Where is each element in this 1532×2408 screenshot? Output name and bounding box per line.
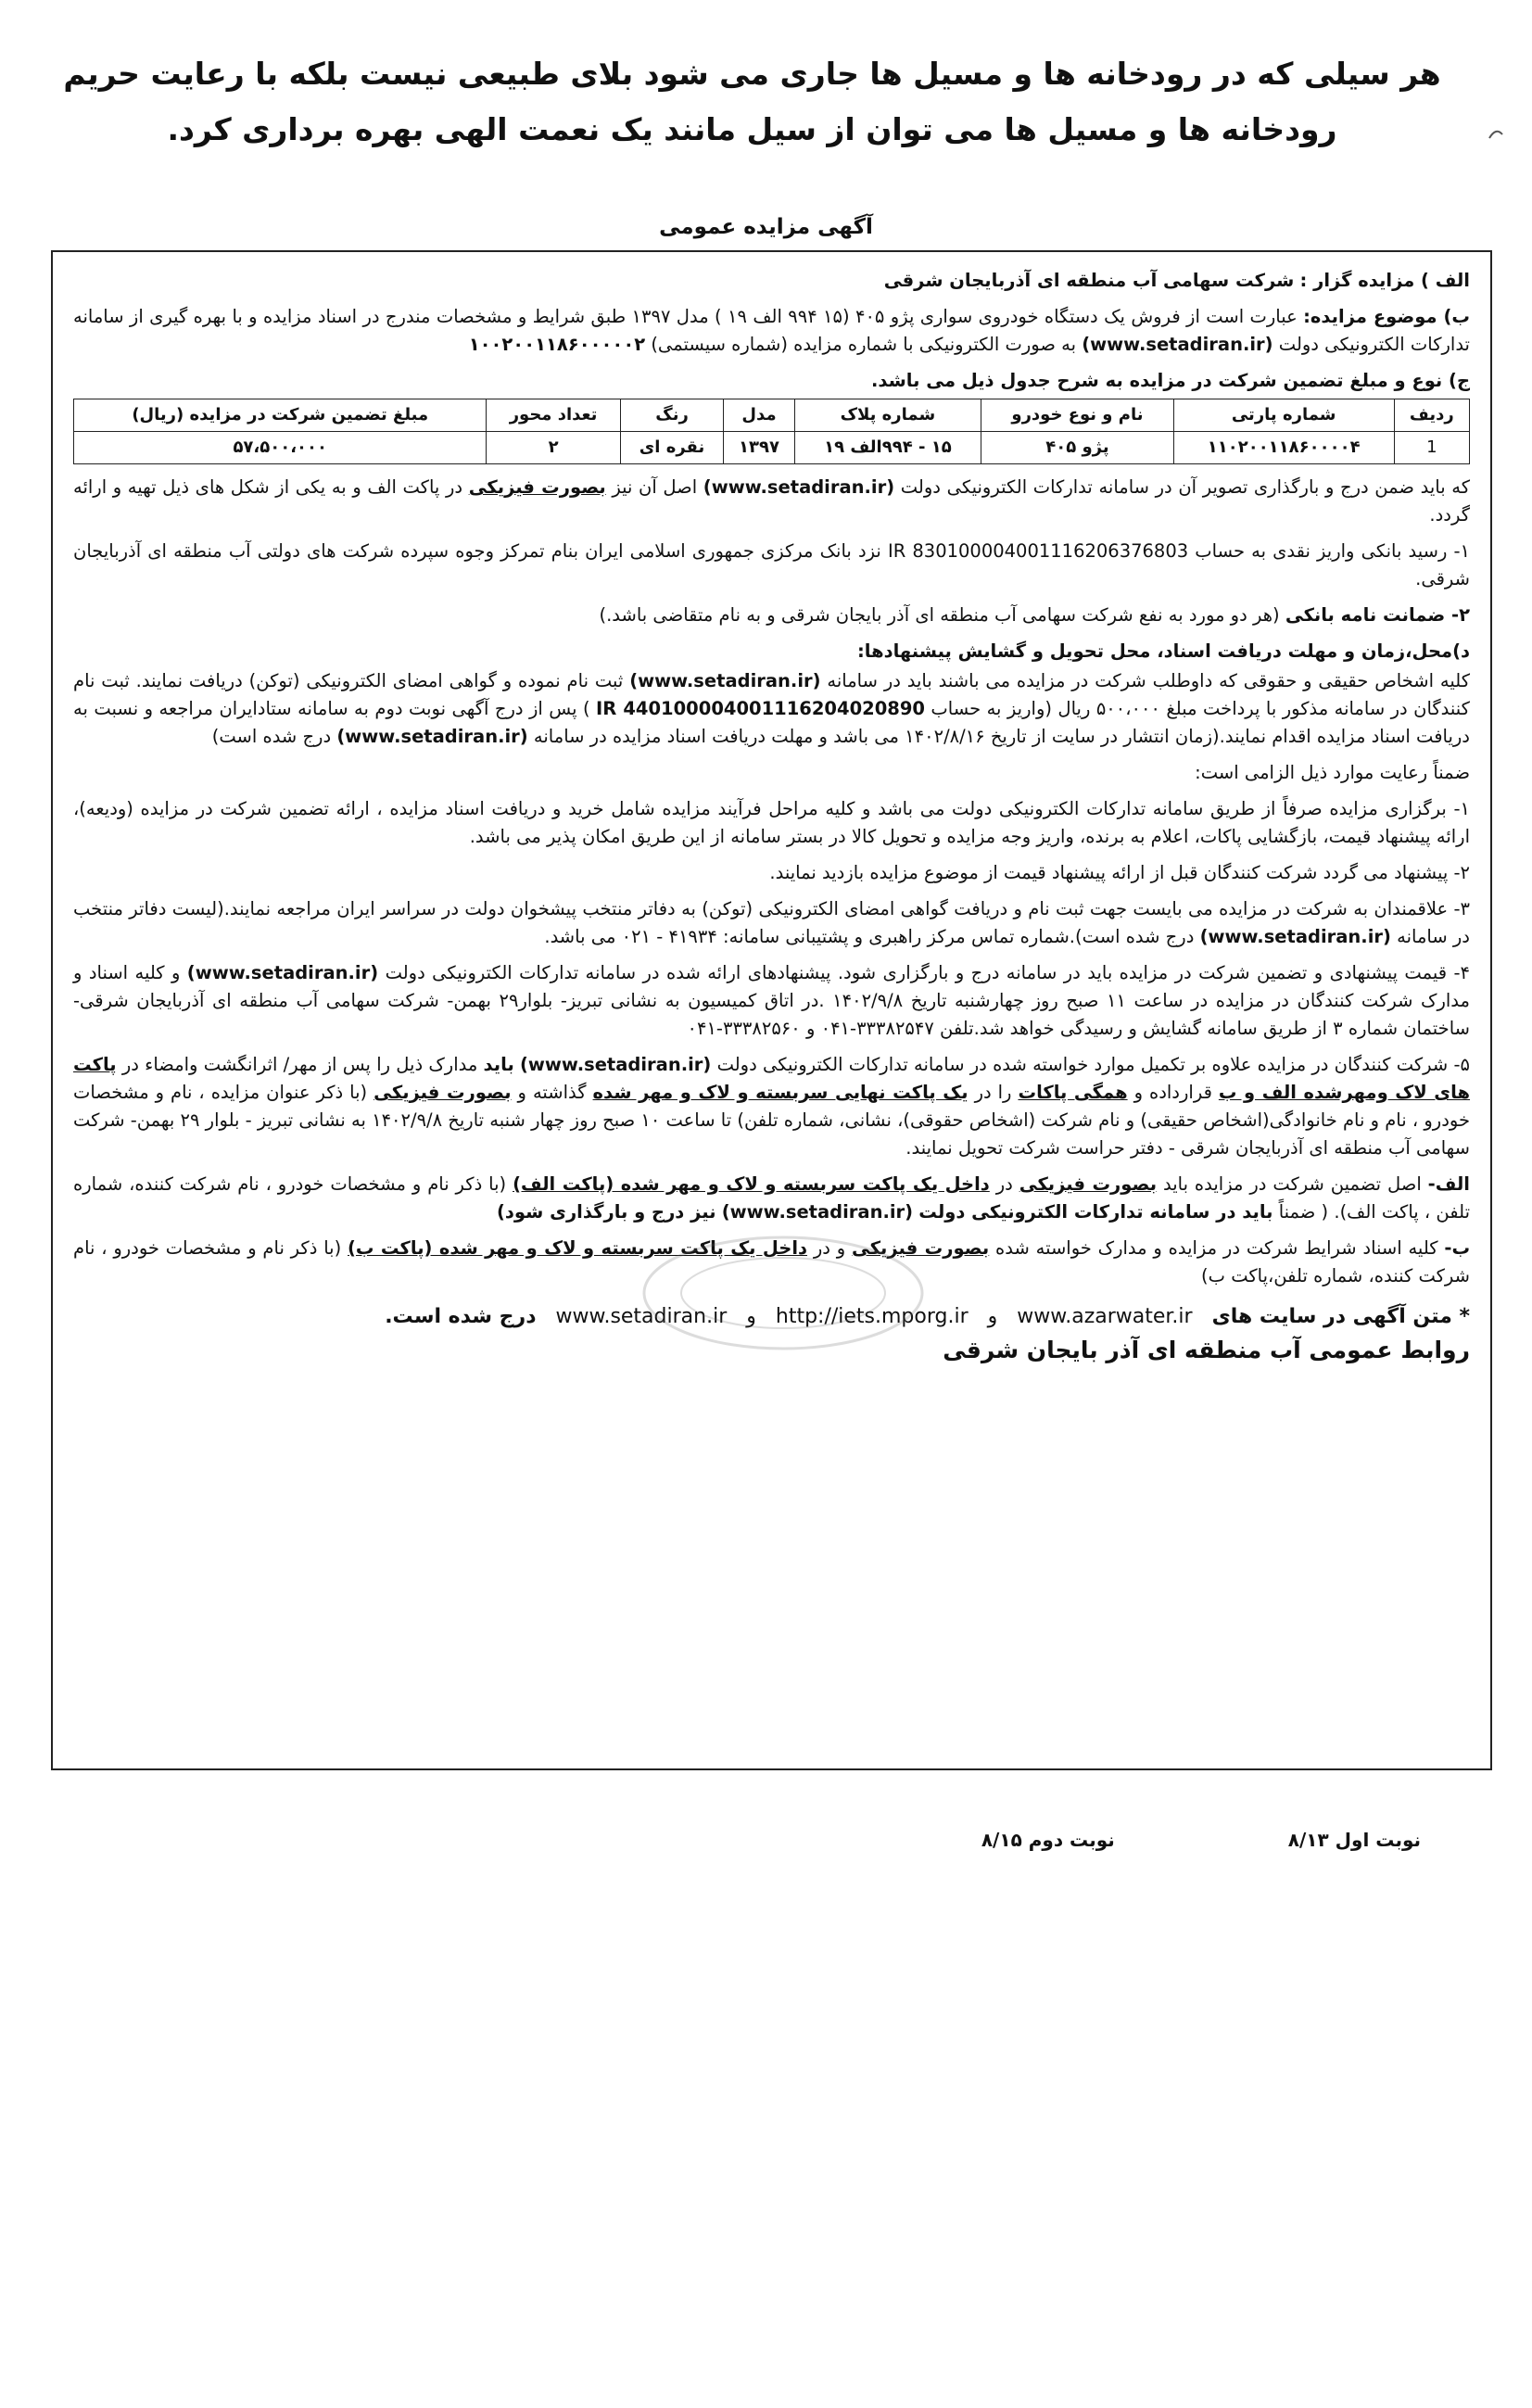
setadiran-link[interactable]: (www.setadiran.ir) bbox=[1082, 334, 1273, 355]
water-slogan bbox=[56, 46, 1449, 158]
envelope-alef-label: الف- bbox=[1427, 1173, 1470, 1195]
envelope-alef-text-2: در bbox=[995, 1173, 1013, 1195]
envelope-alef-text-3: (با ذکر نام و مشخصات خودرو ، نام شرکت کننده، شماره تلفن ، پاکت الف). ( ضمناً bbox=[73, 1173, 1470, 1223]
setadiran-link[interactable]: (www.setadiran.ir) bbox=[629, 670, 821, 691]
setadiran-link[interactable]: (www.setadiran.ir) bbox=[186, 962, 379, 983]
col-guarantee: مبلغ تضمین شرکت در مزایده (ریال) bbox=[74, 399, 487, 432]
note-5-text-5: گذاشته و bbox=[517, 1082, 587, 1103]
col-plate: شماره پلاک bbox=[794, 399, 981, 432]
setadiran-link[interactable]: (www.setadiran.ir) bbox=[703, 476, 895, 498]
setadiran-link[interactable]: www.setadiran.ir bbox=[555, 1305, 728, 1328]
note-5-text-4: را در bbox=[974, 1082, 1012, 1103]
section-d-text-4: درج شده است) bbox=[211, 726, 332, 747]
col-row: ردیف bbox=[1394, 399, 1469, 432]
cell-axles: ۲ bbox=[487, 432, 620, 464]
note-5-text: ۵- شرکت کنندگان در مزایده علاوه بر تکمیل موارد خواسته شده در سامانه تدارکات الکترونیکی دولت bbox=[716, 1054, 1470, 1075]
note-5-text-6: (با ذکر عنوان مزایده ، نام و مشخصات خودرو ، نام و نام خانوادگی(اشخاص حقیقی) و نام شرکت (اشخاص حقوقی)، نشانی، شماره تلفن) تا ساعت ۱۰ صبح روز چهار شنبه تاریخ ۱۴۰۲/۹/۸ به نشانی تبریز - بلوار ۲۹ بهمن- شرکت سهامی آب منطقه ای آذربایجان شرقی - دفتر حراست شرکت تحویل نمایند. bbox=[73, 1082, 1471, 1159]
and-word: و bbox=[746, 1305, 756, 1328]
col-vehicle: نام و نوع خودرو bbox=[981, 399, 1174, 432]
col-party-number: شماره پارتی bbox=[1173, 399, 1394, 432]
second-turn: نوبت دوم ۸/۱۵ bbox=[981, 1829, 1115, 1851]
note-5-envelopes: پاکت های لاک ومهرشده الف و ب bbox=[73, 1054, 1471, 1103]
table-note bbox=[73, 474, 1470, 529]
note-3-text-2: درج شده است).شماره تماس مرکز راهبری و پشتیبانی سامانه: ۴۱۹۳۴ - ۰۲۱ می باشد. bbox=[544, 926, 1195, 947]
section-d-text-2: ثبت نام نموده و گواهی امضای الکترونیکی (توکن) دریافت نمایند. ثبت نام کنندگان در سامانه مذکور با پرداخت مبلغ ۵۰۰،۰۰۰ ریال (واریز به حساب bbox=[73, 670, 1470, 719]
slogan-line-1: هر سیلی که در رودخانه ها و مسیل ها جاری می شود بلای طبیعی نیست بلکه با رعایت حریم bbox=[63, 56, 1441, 92]
note-4-text: ۴- قیمت پیشنهادی و تضمین شرکت در مزایده باید در سامانه درج و بارگزاری شود. پیشنهادهای ارائه شده در سامانه تدارکات الکترونیکی دولت bbox=[385, 962, 1470, 983]
envelope-alef-text-4: نیز درج و بارگذاری شود) bbox=[496, 1201, 716, 1223]
envelope-alef-physical: بصورت فیزیکی bbox=[1019, 1173, 1158, 1195]
and-word: و bbox=[987, 1305, 998, 1328]
publication-turns bbox=[278, 1829, 1421, 1851]
section-a-label: الف ) مزایده گزار : bbox=[1299, 270, 1470, 291]
envelope-be-text: کلیه اسناد شرایط شرکت در مزایده و مدارک خواسته شده bbox=[995, 1237, 1438, 1259]
cell-plate: ۱۵ - ۹۹۴الف ۱۹ bbox=[794, 432, 981, 464]
note-5-final-envelope: یک پاکت نهایی سربسته و لاک و مهر شده bbox=[592, 1082, 969, 1103]
corner-mark bbox=[1488, 125, 1504, 142]
table-note-text-2: اصل آن نیز bbox=[612, 476, 698, 498]
envelope-be bbox=[73, 1235, 1470, 1290]
note-5-all-envelopes: همگی پاکات bbox=[1018, 1082, 1128, 1103]
table-note-text-3: در پاکت الف و به یکی از شکل های ذیل تهیه و ارائه گردد. bbox=[73, 476, 1470, 526]
cell-vehicle: پژو ۴۰۵ bbox=[981, 432, 1174, 464]
section-d-text-3: ) پس از درج آگهی نوبت دوم به سامانه ستادایران مراجعه و نسبت به دریافت اسناد مزایده اقدام نمایند.(زمان انتشار در سایت از تاریخ ۱۴۰۲/۸/۱۶ می باشد و مهلت دریافت اسناد مزایده در سامانه bbox=[73, 698, 1470, 747]
azarwater-link[interactable]: www.azarwater.ir bbox=[1017, 1305, 1193, 1328]
envelope-alef-sealed: داخل یک پاکت سربسته و لاک و مهر شده (پاکت الف) bbox=[513, 1173, 990, 1195]
setadiran-link[interactable]: (www.setadiran.ir) bbox=[336, 726, 528, 747]
section-d-text: کلیه اشخاص حقیقی و حقوقی که داوطلب شرکت در مزایده می باشند باید در سامانه bbox=[827, 670, 1470, 691]
note-5 bbox=[73, 1051, 1470, 1162]
note-5-physical: بصورت فیزیکی bbox=[374, 1082, 512, 1103]
option-1-text: ۱- رسید بانکی واریز نقدی به حساب bbox=[1195, 540, 1471, 562]
cell-model: ۱۳۹۷ bbox=[724, 432, 794, 464]
setadiran-link[interactable]: (www.setadiran.ir) bbox=[519, 1054, 712, 1075]
iets-link[interactable]: http://iets.mporg.ir bbox=[775, 1305, 969, 1328]
first-turn: نوبت اول ۸/۱۳ bbox=[1287, 1829, 1421, 1851]
note-4-text-2: و کلیه اسناد و مدارک شرکت کنندگان در مزایده در ساعت ۱۱ صبح روز چهارشنبه تاریخ ۱۴۰۲/۹/۸ .در اتاق کمیسیون به نشانی تبریز- بلوار۲۹ بهمن- شرکت سهامی آب منطقه ای آذربایجان شرقی- ساختمان شماره ۳ از طریق سامانه گشایش و رسیدگی خواهد شد.تلفن ۳۳۳۸۲۵۴۷-۰۴۱ و ۳۳۳۸۲۵۶۰-۰۴۱ bbox=[73, 962, 1470, 1039]
col-color: رنگ bbox=[620, 399, 724, 432]
section-b-text-2: به صورت الکترونیکی با شماره مزایده (شماره سیستمی) bbox=[651, 334, 1077, 355]
table-row bbox=[74, 432, 1470, 464]
slogan-line-2: رودخانه ها و مسیل ها می توان از سیل مانند یک نعمت الهی بهره برداری کرد. bbox=[167, 111, 1337, 147]
account-number-1: IR 830100004001116206376803 bbox=[887, 540, 1189, 562]
section-d-paragraph bbox=[73, 667, 1470, 751]
section-b-label: ب) موضوع مزایده: bbox=[1303, 306, 1471, 327]
note-3 bbox=[73, 895, 1470, 951]
envelope-alef bbox=[73, 1171, 1470, 1226]
envelope-be-text-3: (با ذکر نام و مشخصات خودرو ، نام شرکت کننده، شماره تلفن،پاکت ب) bbox=[73, 1237, 1470, 1286]
guarantee-table bbox=[73, 399, 1470, 464]
notes-intro: ضمناً رعایت موارد ذیل الزامی است: bbox=[1195, 762, 1470, 783]
section-b bbox=[73, 303, 1470, 359]
option-2-label: ۲- ضمانت نامه بانکی bbox=[1285, 604, 1470, 626]
public-relations-signature: روابط عمومی آب منطقه ای آذر بایجان شرقی bbox=[943, 1337, 1470, 1363]
envelope-be-text-2: و در bbox=[813, 1237, 846, 1259]
cell-guarantee: ۵۷،۵۰۰،۰۰۰ bbox=[74, 432, 487, 464]
envelope-be-physical: بصورت فیزیکی bbox=[851, 1237, 990, 1259]
note-3-text: ۳- علاقمندان به شرکت در مزایده می بایست جهت ثبت نام و دریافت گواهی امضای الکترونیکی (توکن) به دفاتر منتخب پیشخوان دولت در سراسر ایران مراجعه نمایند.(لیست دفاتر منتخب در سامانه bbox=[73, 898, 1470, 947]
account-number-2: IR 440100004001116204020890 bbox=[596, 698, 925, 719]
guarantee-option-1 bbox=[73, 538, 1470, 593]
cell-party-number: ۱۱۰۲۰۰۱۱۸۶۰۰۰۰۴ bbox=[1173, 432, 1394, 464]
publication-sites bbox=[73, 1303, 1470, 1331]
system-number: ۱۰۰۲۰۰۱۱۸۶۰۰۰۰۰۲ bbox=[468, 334, 646, 355]
physical-emphasis: بصورت فیزیکی bbox=[468, 476, 606, 498]
setadiran-link[interactable]: (www.setadiran.ir) bbox=[721, 1201, 914, 1223]
cell-row: 1 bbox=[1394, 432, 1469, 464]
auctioneer-name: شرکت سهامی آب منطقه ای آذربایجان شرقی bbox=[883, 270, 1295, 291]
page-title: آگهی مزایده عمومی bbox=[659, 215, 873, 239]
table-header-row bbox=[74, 399, 1470, 432]
section-b-text: عبارت است از فروش یک دستگاه خودروی سواری پژو ۴۰۵ (۱۵ ۹۹۴ الف ۱۹ ) مدل ۱۳۹۷ طبق شرایط و مشخصات مندرج در اسناد مزایده و با بهره گیری از سامانه تدارکات الکترونیکی دولت bbox=[73, 306, 1470, 355]
section-d-heading: د)محل،زمان و مهلت دریافت اسناد، محل تحویل و گشایش پیشنهادها: bbox=[856, 640, 1470, 662]
note-5-text-2: مدارک ذیل را پس از مهر/ اثرانگشت وامضاء در bbox=[121, 1054, 478, 1075]
sites-suffix: درج شده است. bbox=[385, 1305, 537, 1328]
sites-label: * متن آگهی در سایت های bbox=[1211, 1305, 1470, 1328]
envelope-alef-text: اصل تضمین شرکت در مزایده باید bbox=[1162, 1173, 1422, 1195]
section-a bbox=[73, 267, 1470, 295]
col-model: مدل bbox=[724, 399, 794, 432]
note-5-must: باید bbox=[483, 1054, 514, 1075]
envelope-be-label: ب- bbox=[1444, 1237, 1471, 1259]
note-5-text-3: قرارداده و bbox=[1133, 1082, 1212, 1103]
envelope-be-sealed: داخل یک پاکت سربسته و لاک و مهر شده (پاکت ب) bbox=[348, 1237, 808, 1259]
setadiran-link[interactable]: (www.setadiran.ir) bbox=[1199, 926, 1391, 947]
section-c-heading: ج) نوع و مبلغ تضمین شرکت در مزایده به شرح جدول ذیل می باشد. bbox=[870, 370, 1470, 391]
note-1: ۱- برگزاری مزایده صرفاً از طریق سامانه تدارکات الکترونیکی دولت می باشد و کلیه مراحل فرآیند مزایده شامل خرید و دریافت اسناد مزایده ، ارائه تضمین شرکت در مزایده (ودیعه)، ارائه پیشنهاد قیمت، بازگشایی پاکات، اعلام به برنده، واریز وجه مزایده و تحویل کالا در بستر سامانه از این طریق امکان پذیر می باشد. bbox=[73, 798, 1470, 847]
col-axles: تعداد محور bbox=[487, 399, 620, 432]
envelope-alef-must: باید در سامانه تدارکات الکترونیکی دولت bbox=[918, 1201, 1273, 1223]
option-2-text: (هر دو مورد به نفع شرکت سهامی آب منطقه ای آذر بایجان شرقی و به نام متقاضی باشد.) bbox=[599, 604, 1280, 626]
guarantee-option-2 bbox=[73, 602, 1470, 629]
option-1-text-2: نزد بانک مرکزی جمهوری اسلامی ایران بنام تمرکز وجوه سپرده شرکت های دولتی آب منطقه ای آذربایجان شرقی. bbox=[73, 540, 1470, 589]
note-4 bbox=[73, 959, 1470, 1043]
note-2: ۲- پیشنهاد می گردد شرکت کنندگان قبل از ارائه پیشنهاد قیمت از موضوع مزایده بازدید نمایند. bbox=[769, 862, 1470, 883]
table-note-text: که باید ضمن درج و بارگذاری تصویر آن در سامانه تدارکات الکترونیکی دولت bbox=[900, 476, 1470, 498]
announcement-box bbox=[51, 250, 1492, 1770]
cell-color: نقره ای bbox=[620, 432, 724, 464]
